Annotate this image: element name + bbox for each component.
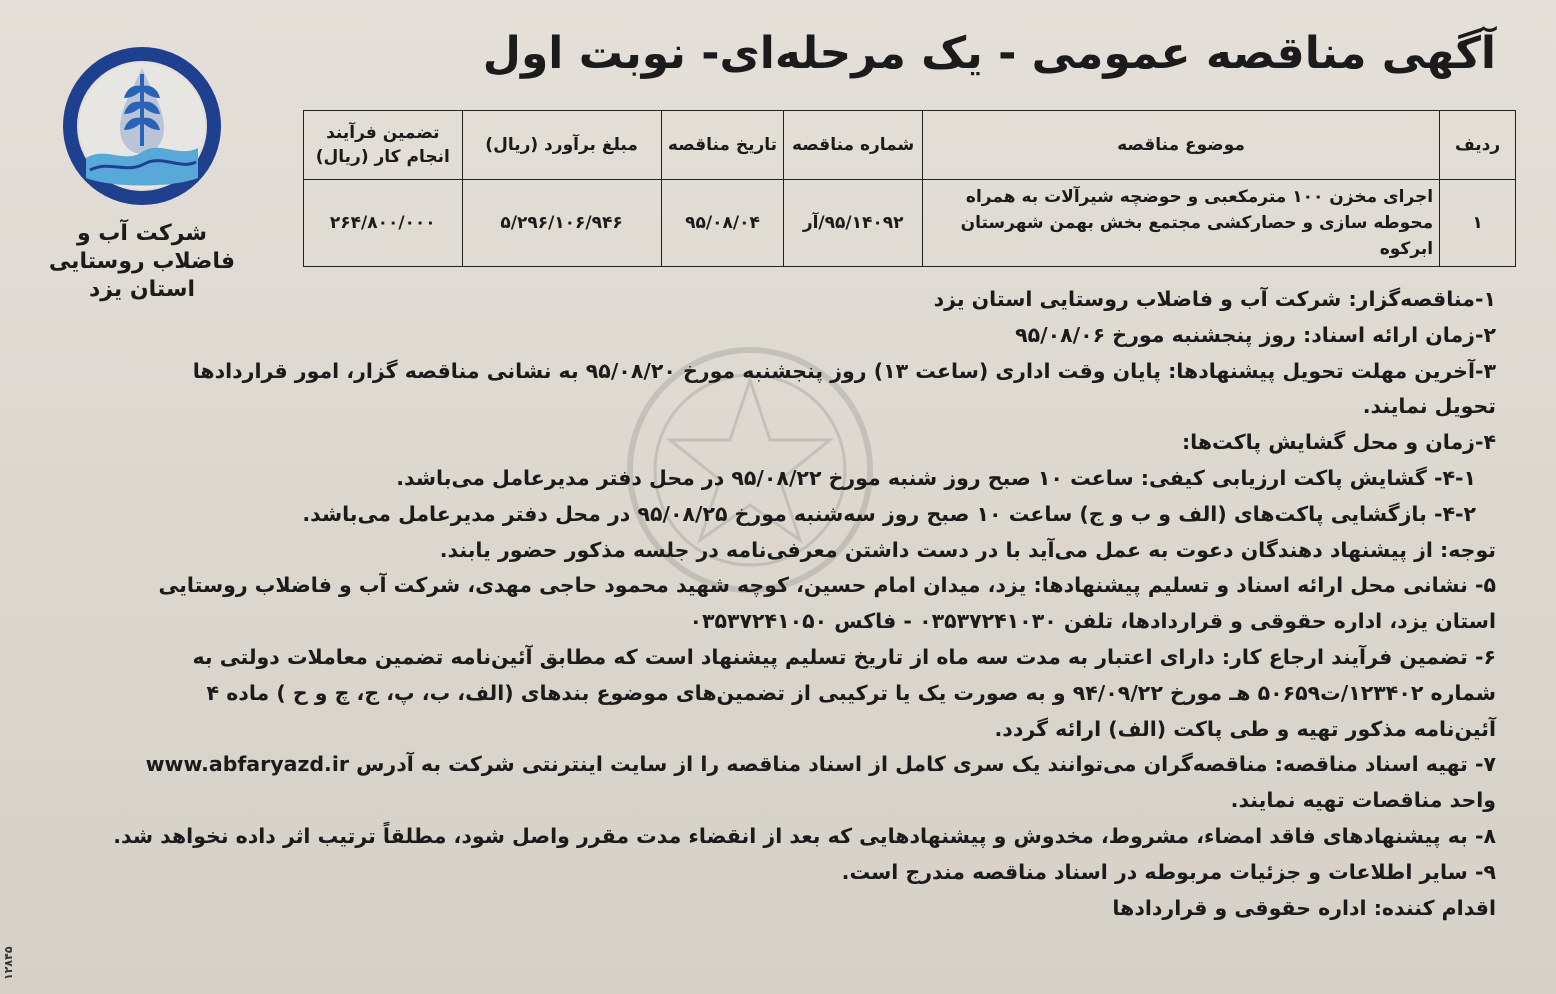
cell-tender-number: ۹۵/۱۴۰۹۲/آر <box>784 180 922 267</box>
table-header-row <box>304 111 1516 180</box>
clause-line: ۸- به پیشنهادهای فاقد امضاء، مشروط، مخدوش و پیشنهادهایی که بعد از انقضاء مدت مقرر واصل شود، مطلقاً ترتیب اثر داده نخواهد شد. <box>113 823 1496 848</box>
table-row <box>304 180 1516 267</box>
header-estimate: مبلغ برآورد (ریال) <box>462 111 661 180</box>
cell-guarantee: ۲۶۴/۸۰۰/۰۰۰ <box>304 180 463 267</box>
tender-clauses <box>56 282 1496 926</box>
cell-subject: اجرای مخزن ۱۰۰ مترمکعبی و حوضچه شیرآلات به همراه محوطه سازی و حصارکشی مجتمع بخش بهمن شهرستان ابرکوه <box>922 180 1439 267</box>
clause-line: ۴-زمان و محل گشایش پاکت‌ها: <box>1181 430 1496 455</box>
company-name-line-2: فاضلاب روستایی <box>48 249 236 274</box>
water-drop-logo-icon <box>62 46 222 206</box>
clause-line: ۹- سایر اطلاعات و جزئیات مربوطه در اسناد مناقصه مندرج است. <box>841 859 1496 884</box>
clause-line: ۴-۱- گشایش پاکت ارزیابی کیفی: ساعت ۱۰ صبح روز شنبه مورخ ۹۵/۰۸/۲۲ در محل دفتر مدیرعامل می‌باشد. <box>396 465 1476 490</box>
clause-line: ۳-آخرین مهلت تحویل پیشنهادها: پایان وقت اداری (ساعت ۱۳) روز پنجشنبه مورخ ۹۵/۰۸/۲۰ به نشانی مناقصه گزار، امور قراردادها <box>192 358 1496 383</box>
clause-line: آئین‌نامه مذکور تهیه و طی پاکت (الف) ارائه گردد. <box>994 716 1496 741</box>
water-company-logo <box>62 46 222 206</box>
clause-line: ۴-۲- بازگشایی پاکت‌های (الف و ب و ج) ساعت ۱۰ صبح روز سه‌شنبه مورخ ۹۵/۰۸/۲۵ در محل دفتر مدیرعامل می‌باشد. <box>302 501 1476 526</box>
clause-line-signature: اقدام کننده: اداره حقوقی و قراردادها <box>1112 895 1496 920</box>
header-tender-date: تاریخ مناقصه <box>661 111 784 180</box>
clause-line: استان یزد، اداره حقوقی و قراردادها، تلفن ۰۳۵۳۷۲۴۱۰۳۰ - فاکس ۰۳۵۳۷۲۴۱۰۵۰ <box>689 609 1496 634</box>
cell-tender-date: ۹۵/۰۸/۰۴ <box>661 180 784 267</box>
company-name-line-3: استان یزد <box>88 277 196 302</box>
header-guarantee: تضمین فرآیند انجام کار (ریال) <box>304 111 463 180</box>
clause-line: ۲-زمان ارائه اسناد: روز پنجشنبه مورخ ۹۵/۰۸/۰۶ <box>1015 322 1496 347</box>
clause-line: ۵- نشانی محل ارائه اسناد و تسلیم پیشنهادها: یزد، میدان امام حسین، کوچه شهید محمود حاجی مهدی، شرکت آب و فاضلاب روستایی <box>158 573 1496 598</box>
clause-line: ۶- تضمین فرآیند ارجاع کار: دارای اعتبار به مدت سه ماه از تاریخ تسلیم پیشنهاد است که مطابق آئین‌نامه تضمین معاملات دولتی به <box>192 644 1496 669</box>
clause-line: توجه: از پیشنهاد دهندگان دعوت به عمل می‌آید با در دست داشتن معرفی‌نامه در جلسه مذکور حضور یابند. <box>439 537 1496 562</box>
clause-line: ۱-مناقصه‌گزار: شرکت آب و فاضلاب روستایی استان یزد <box>933 287 1496 311</box>
header-tender-number: شماره مناقصه <box>784 111 922 180</box>
tender-table <box>303 110 1516 267</box>
side-code: ۱۲۸۴۵ <box>2 946 15 980</box>
clause-line: واحد مناقصات تهیه نمایند. <box>1230 788 1496 813</box>
clause-line: شماره ۱۲۳۴۰۲/ت۵۰۶۵۹ هـ مورخ ۹۴/۰۹/۲۲ و به صورت یک یا ترکیبی از تضمین‌های موضوع بندهای (الف، ب، پ، ج، چ و ح ) ماده ۴ <box>206 680 1496 705</box>
clause-line-website: ۷- تهیه اسناد مناقصه: مناقصه‌گران می‌توانند یک سری کامل از اسناد مناقصه را از سایت اینترنتی شرکت به آدرس www.abfaryazd.ir <box>145 752 1496 777</box>
clause-line: تحویل نمایند. <box>1362 394 1496 419</box>
cell-estimate: ۵/۲۹۶/۱۰۶/۹۴۶ <box>462 180 661 267</box>
company-name-line-1: شرکت آب و <box>76 221 208 246</box>
header-subject: موضوع مناقصه <box>922 111 1439 180</box>
announcement-title: آگهی مناقصه عمومی - یک مرحله‌ای- نوبت اول <box>482 28 1496 79</box>
cell-row-number: ۱ <box>1440 180 1516 267</box>
header-row-number: ردیف <box>1440 111 1516 180</box>
